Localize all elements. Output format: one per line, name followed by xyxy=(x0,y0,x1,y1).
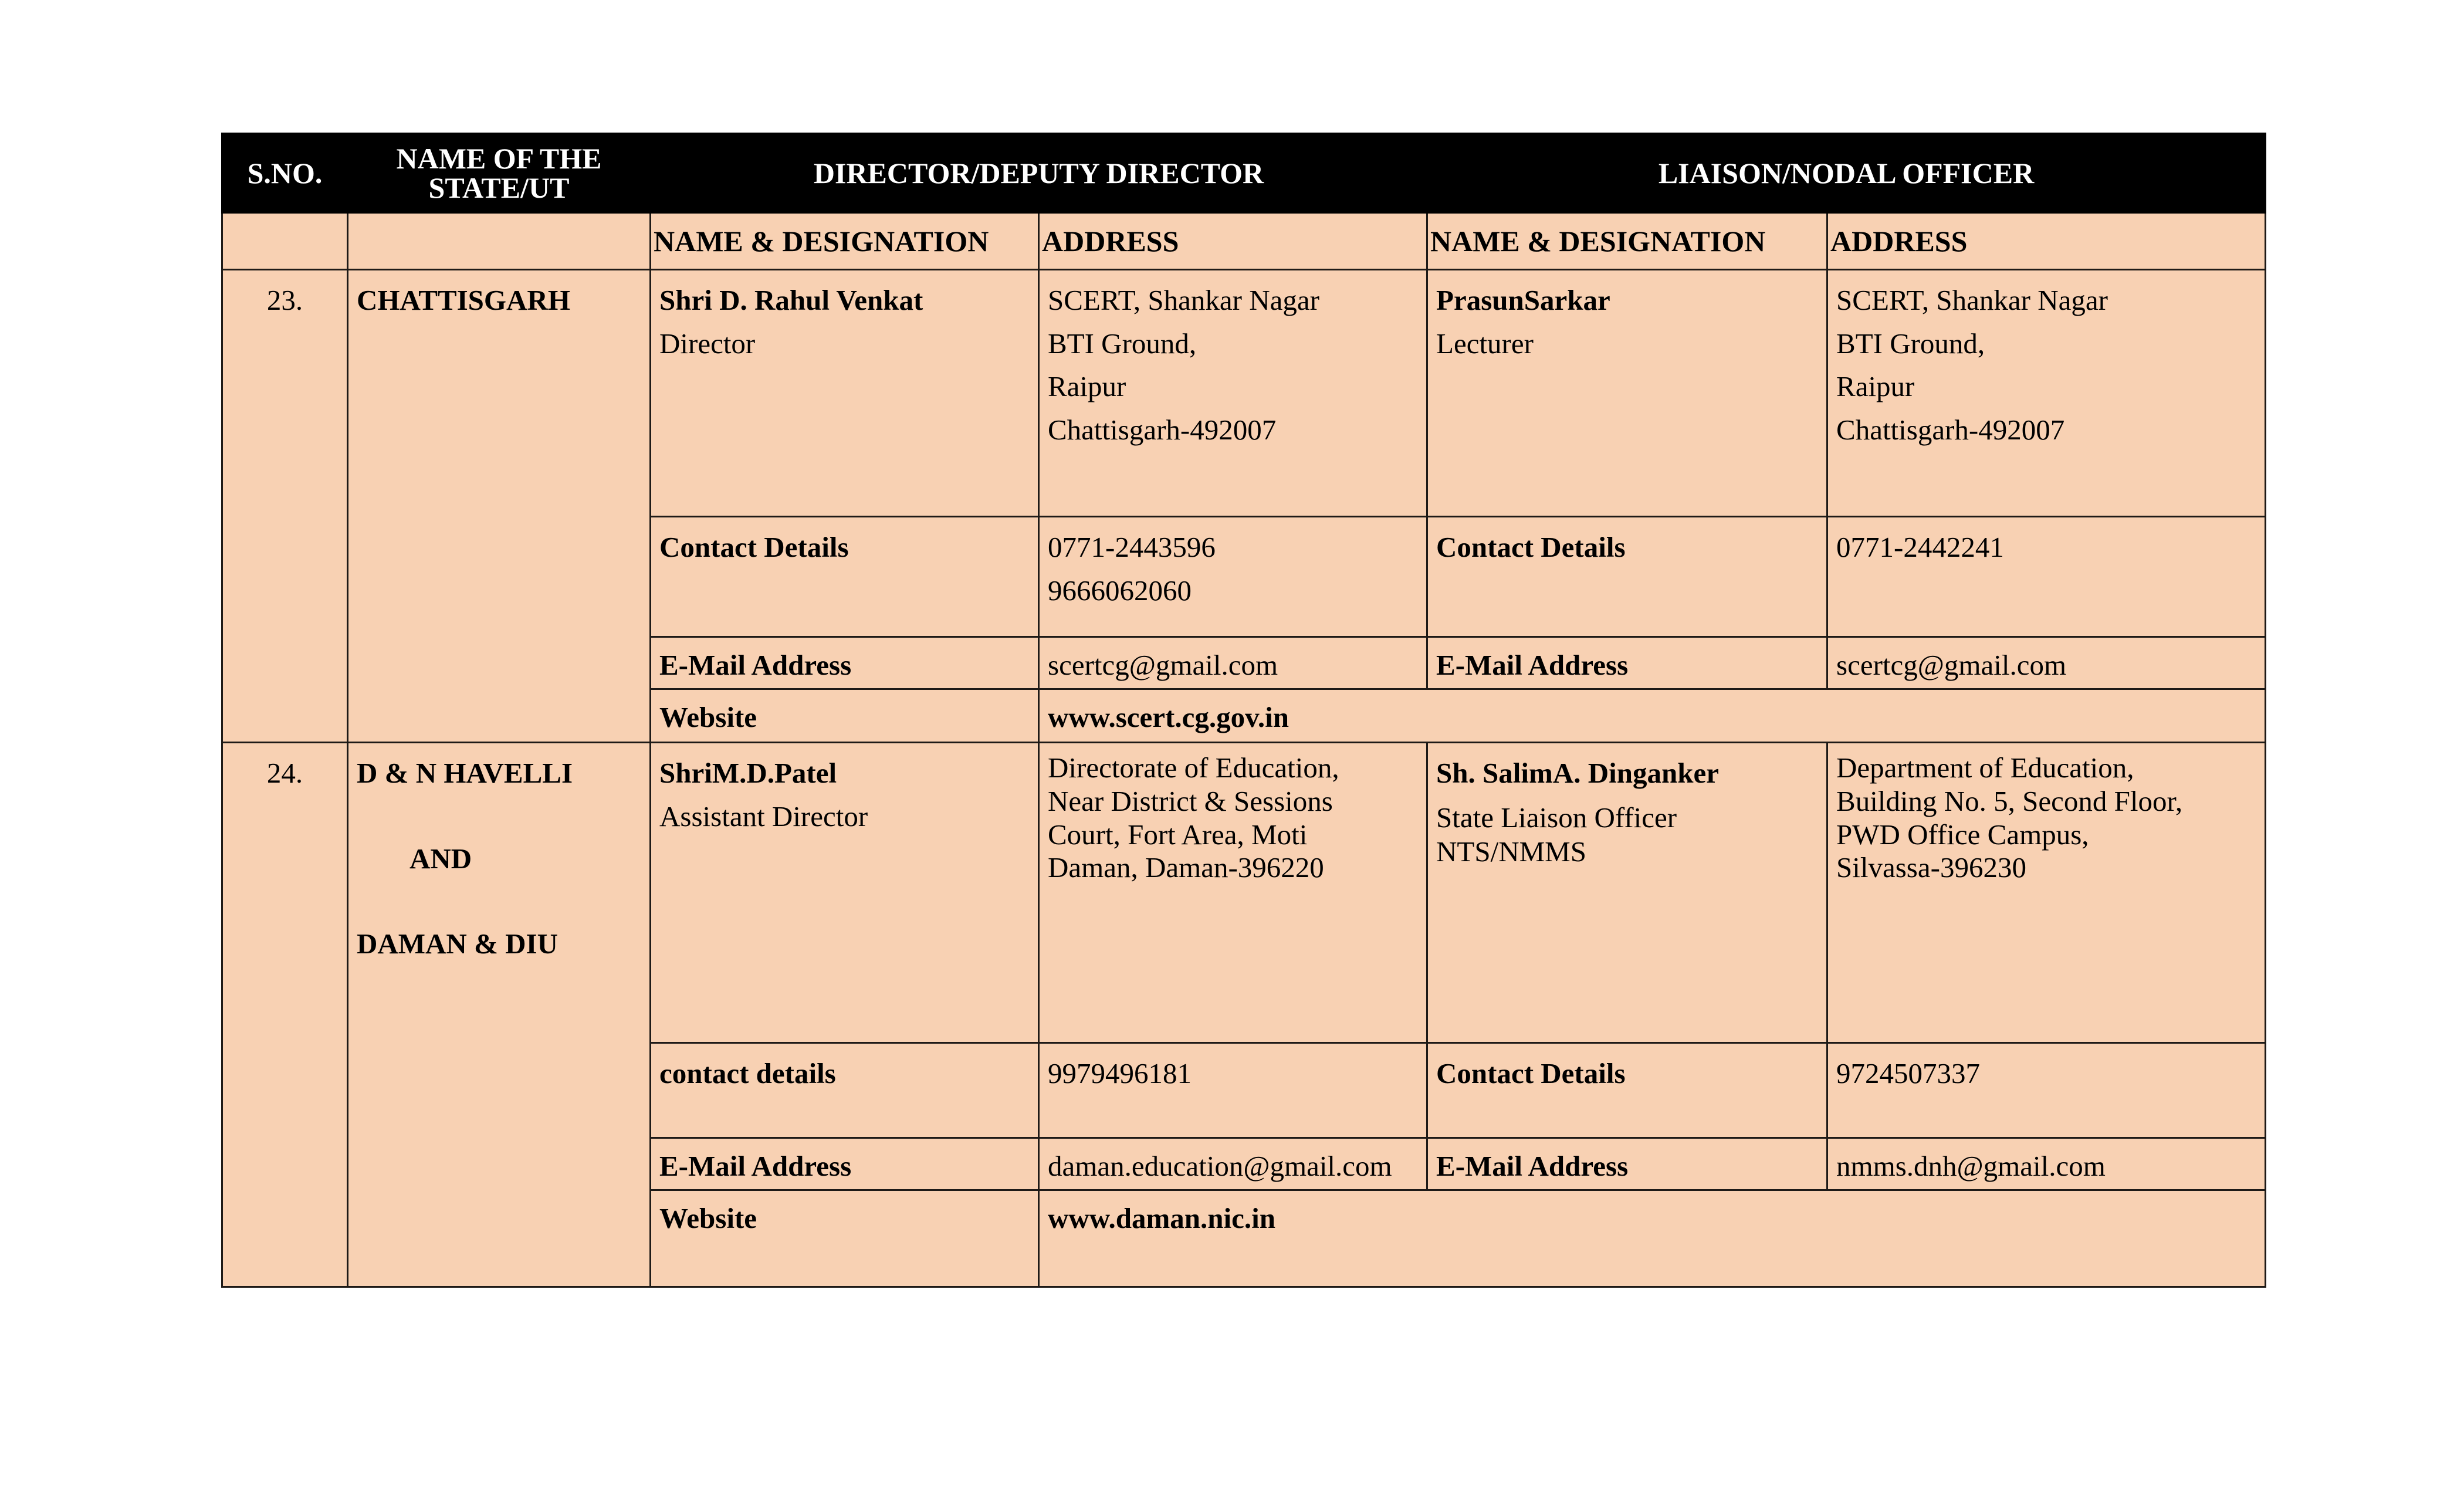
row-state: CHATTISGARH xyxy=(348,270,651,743)
table-subheader-row xyxy=(222,213,2266,270)
phone-number: 0771-2442241 xyxy=(1836,531,2004,563)
director-email: scertcg@gmail.com xyxy=(1039,637,1427,689)
phone-number: 9666062060 xyxy=(1048,574,1192,607)
liaison-contact-label: Contact Details xyxy=(1427,517,1827,637)
address-line: Department of Education, xyxy=(1836,752,2134,784)
phone-number: 0771-2443596 xyxy=(1048,531,1216,563)
address-line: Silvassa-396230 xyxy=(1836,851,2026,884)
address-line: SCERT, Shankar Nagar xyxy=(1048,284,1319,316)
subheader-director-address: ADDRESS xyxy=(1039,213,1427,270)
address-line: Raipur xyxy=(1836,370,1915,402)
liaison-designation: Lecturer xyxy=(1436,327,1534,360)
header-liaison-group: LIAISON/NODAL OFFICER xyxy=(1427,134,2266,213)
subheader-liaison-name: NAME & DESIGNATION xyxy=(1427,213,1827,270)
director-address-cell xyxy=(1039,270,1427,517)
liaison-designation xyxy=(1436,801,1818,870)
state-line: AND xyxy=(409,842,472,875)
website-label: Website xyxy=(651,689,1039,743)
liaison-email-label: E-Mail Address xyxy=(1427,1138,1827,1190)
director-name: Shri D. Rahul Venkat xyxy=(659,284,923,316)
table-row xyxy=(222,743,2266,1043)
director-email: daman.education@gmail.com xyxy=(1039,1138,1427,1190)
phone-number: 9979496181 xyxy=(1048,1057,1192,1089)
director-contact-label: Contact Details xyxy=(651,517,1039,637)
subheader-liaison-address: ADDRESS xyxy=(1827,213,2266,270)
row-sno: 24. xyxy=(222,743,348,1287)
subheader-director-name: NAME & DESIGNATION xyxy=(651,213,1039,270)
state-line: DAMAN & DIU xyxy=(357,928,558,960)
row-sno: 23. xyxy=(222,270,348,743)
liaison-name: PrasunSarkar xyxy=(1436,284,1610,316)
subheader-empty-sno xyxy=(222,213,348,270)
liaison-name: Sh. SalimA. Dinganker xyxy=(1436,757,1719,789)
director-address-cell xyxy=(1039,743,1427,1043)
director-designation: Assistant Director xyxy=(659,800,868,832)
website-value: www.daman.nic.in xyxy=(1039,1190,2266,1287)
liaison-name-cell xyxy=(1427,270,1827,517)
address-line: Directorate of Education, xyxy=(1048,752,1339,784)
liaison-email: scertcg@gmail.com xyxy=(1827,637,2266,689)
officer-directory-table xyxy=(221,133,2266,1288)
address-line: Building No. 5, Second Floor, xyxy=(1836,784,2183,817)
liaison-contact-label: Contact Details xyxy=(1427,1043,1827,1138)
director-email-label: E-Mail Address xyxy=(651,637,1039,689)
liaison-address-cell xyxy=(1827,270,2266,517)
liaison-address-cell xyxy=(1827,743,2266,1043)
liaison-contact-cell xyxy=(1827,517,2266,637)
director-designation: Director xyxy=(659,327,756,360)
subheader-empty-state xyxy=(348,213,651,270)
liaison-name-cell xyxy=(1427,743,1827,1043)
address-line: Court, Fort Area, Moti xyxy=(1048,818,1308,851)
address-line: BTI Ground, xyxy=(1836,327,1985,360)
address-line: Daman, Daman-396220 xyxy=(1048,851,1324,884)
address-line: BTI Ground, xyxy=(1048,327,1197,360)
row-state xyxy=(348,743,651,1287)
address-line: PWD Office Campus, xyxy=(1836,818,2089,851)
website-label: Website xyxy=(651,1190,1039,1287)
director-name-cell xyxy=(651,270,1039,517)
liaison-contact-cell xyxy=(1827,1043,2266,1138)
address-line: Chattisgarh-492007 xyxy=(1836,413,2065,446)
liaison-email: nmms.dnh@gmail.com xyxy=(1827,1138,2266,1190)
address-line: Raipur xyxy=(1048,370,1126,402)
director-name: ShriM.D.Patel xyxy=(659,757,837,789)
liaison-email-label: E-Mail Address xyxy=(1427,637,1827,689)
director-email-label: E-Mail Address xyxy=(651,1138,1039,1190)
table-row xyxy=(222,270,2266,517)
header-sno: S.NO. xyxy=(222,134,348,213)
designation-line: NTS/NMMS xyxy=(1436,835,1586,868)
header-state: NAME OF THE STATE/UT xyxy=(348,134,651,213)
table-header-row xyxy=(222,134,2266,213)
director-name-cell xyxy=(651,743,1039,1043)
address-line: SCERT, Shankar Nagar xyxy=(1836,284,2108,316)
director-contact-cell xyxy=(1039,1043,1427,1138)
header-director-group: DIRECTOR/DEPUTY DIRECTOR xyxy=(651,134,1427,213)
director-contact-label: contact details xyxy=(651,1043,1039,1138)
website-value: www.scert.cg.gov.in xyxy=(1039,689,2266,743)
designation-line: State Liaison Officer xyxy=(1436,801,1677,834)
phone-number: 9724507337 xyxy=(1836,1057,1981,1089)
address-line: Near District & Sessions xyxy=(1048,784,1333,817)
address-line: Chattisgarh-492007 xyxy=(1048,413,1277,446)
state-line: D & N HAVELLI xyxy=(357,757,573,789)
director-contact-cell xyxy=(1039,517,1427,637)
